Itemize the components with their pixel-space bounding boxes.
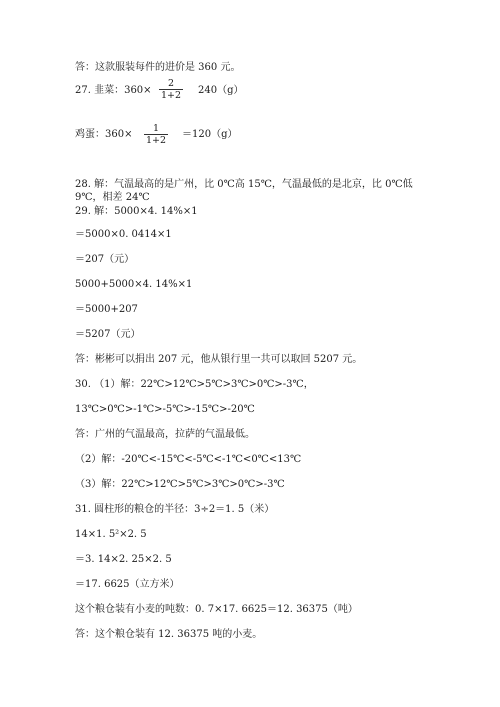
text-line: 9℃，相差 24℃ (75, 192, 150, 203)
egg-label: 鸡蛋：360× (75, 129, 133, 140)
text-line: 答：广州的气温最高，拉萨的气温最低。 (75, 429, 255, 440)
text-line: 5000+5000×4. 14%×1 (75, 279, 193, 290)
text-line: ＝5000×0. 0414×1 (75, 229, 172, 240)
fraction (144, 123, 168, 146)
text-line: （3）解：22℃>12℃>5℃>3℃>0℃>-3℃ (75, 479, 285, 490)
text-line: 答：彬彬可以捐出 207 元，他从银行里一共可以取回 5207 元。 (75, 354, 363, 365)
text-line: 这个粮仓装有小麦的吨数：0. 7×17. 6625＝12. 36375（吨） (75, 604, 358, 615)
text-line: ＝17. 6625（立方米） (75, 579, 180, 590)
fraction-numerator: 2 (168, 78, 175, 89)
fraction-denominator: 1+2 (146, 135, 167, 146)
text-line: 30. （1）解：22℃>12℃>5℃>3℃>0℃>-3℃， (75, 379, 314, 390)
q27-label: 27. 韭菜：360× (75, 85, 152, 96)
text-line: 14×1. 5²×2. 5 (75, 529, 147, 540)
text-line: ＝3. 14×2. 25×2. 5 (75, 554, 172, 565)
text-line: ＝5207（元） (75, 329, 141, 340)
text-line: ＝5000+207 (75, 304, 138, 315)
text-line: 28. 解：气温最高的是广州，比 0℃高 15℃，气温最低的是北京，比 0℃低 (75, 179, 413, 190)
egg-result: ＝120（g） (182, 129, 238, 140)
fraction-denominator: 1+2 (161, 90, 182, 101)
fraction-numerator: 1 (153, 123, 160, 134)
fraction (159, 78, 183, 101)
q27-result: 240（g） (198, 85, 244, 96)
text-line: 13℃>0℃>-1℃>-5℃>-15℃>-20℃ (75, 404, 255, 415)
text-line: （2）解：-20℃<-15℃<-5℃<-1℃<0℃<13℃ (75, 454, 302, 465)
text-line: 29. 解：5000×4. 14%×1 (75, 206, 198, 217)
text-line: 31. 圆柱形的粮仓的半径：3÷2＝1. 5（米） (75, 504, 275, 515)
text-line: 答：这个粮仓装有 12. 36375 吨的小麦。 (75, 629, 263, 640)
text-line: ＝207（元） (75, 254, 135, 265)
text-line: 答：这款服装每件的进价是 360 元。 (75, 62, 241, 73)
